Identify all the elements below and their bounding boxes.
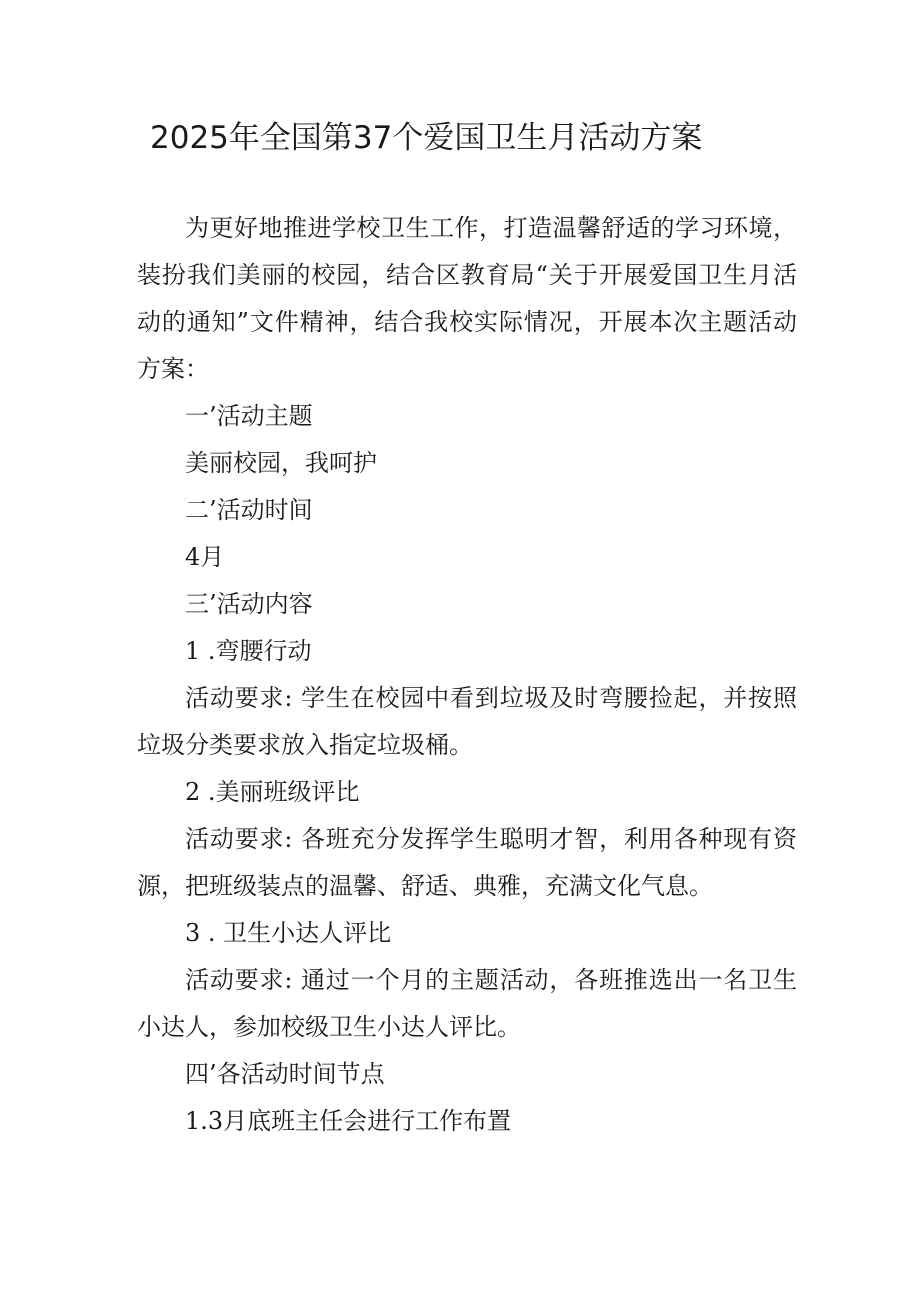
intro-paragraph: 为更好地推进学校卫生工作，打造温馨舒适的学习环境，装扮我们美丽的校园，结合区教育局“关于开展爱国卫生月活动的通知”文件精神，结合我校实际情况，开展本次主题活动方案：: [137, 214, 797, 383]
item-text-1: 活动要求: 学生在校园中看到垃圾及时弯腰捡起，并按照垃圾分类要求放入指定垃圾桶。: [137, 684, 797, 759]
item-text-2: 活动要求: 各班充分发挥学生聪明才智，利用各种现有资源，把班级装点的温馨、舒适、典雅，充满文化气息。: [137, 825, 797, 900]
document-body: [137, 205, 797, 1145]
section-heading-time: 二’活动时间: [185, 496, 313, 524]
schedule-item-1: 1.3月底班主任会进行工作布置: [185, 1107, 512, 1135]
item-heading-1: 1 .弯腰行动: [185, 637, 312, 665]
item-heading-2: 2 .美丽班级评比: [185, 778, 360, 806]
section-heading-content: 三’活动内容: [185, 590, 313, 618]
time-text: 4月: [185, 543, 225, 571]
section-heading-theme: 一’活动主题: [185, 402, 313, 430]
theme-text: 美丽校园，我呵护: [185, 449, 377, 477]
item-text-3: 活动要求: 通过一个月的主题活动，各班推选出一名卫生小达人，参加校级卫生小达人评比。: [137, 966, 797, 1041]
section-heading-schedule: 四’各活动时间节点: [185, 1060, 385, 1088]
item-heading-3: 3 . 卫生小达人评比: [185, 919, 392, 947]
document-title: 2025年全国第37个爱国卫生月活动方案: [150, 120, 703, 156]
